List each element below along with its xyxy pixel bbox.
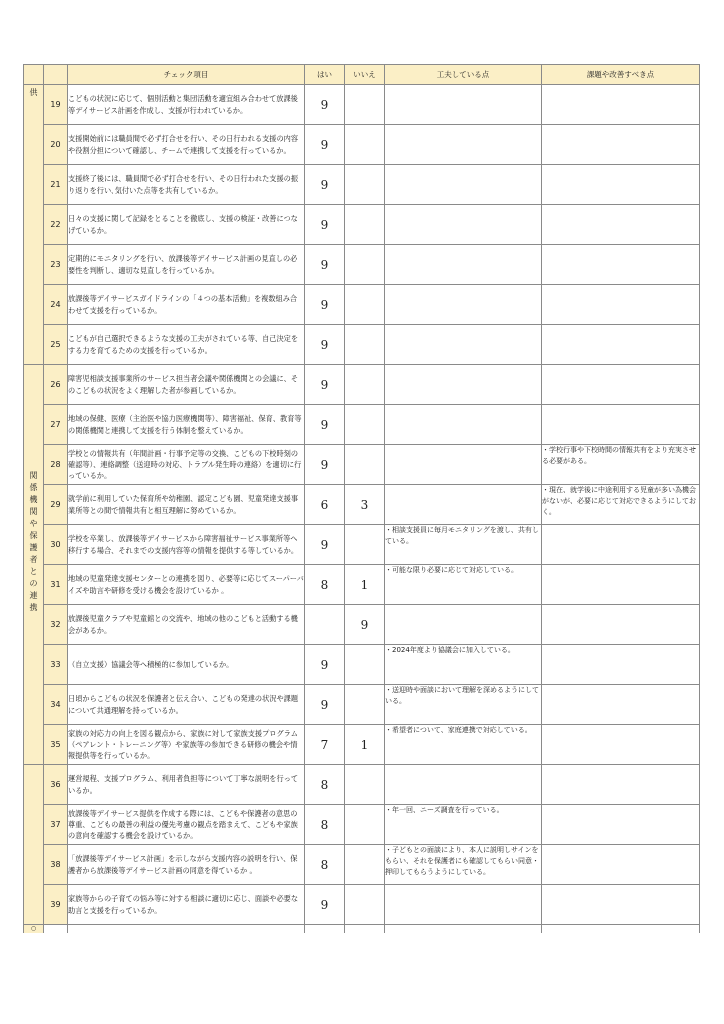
issue-note: [542, 765, 700, 805]
row-number: 31: [44, 565, 68, 605]
header-no: いいえ: [345, 65, 385, 85]
issue-note: [542, 725, 700, 765]
check-item-text: 「放課後等デイサービス計画」を示しながら支援内容の説明を行い、保護者から放課後等デイサービス計画の同意を得ているか 。: [68, 845, 305, 885]
good-point-note: ・相談支援員に毎月モニタリングを渡し、共有している。: [385, 525, 542, 565]
good-point-note: ・年一回、ニーズ調査を行っている。: [385, 805, 542, 845]
row-number: 28: [44, 445, 68, 485]
no-count: [345, 85, 385, 125]
table-row: [24, 685, 700, 725]
good-point-note: [385, 245, 542, 285]
check-item-text: 運営規程、支援プログラム、利用者負担等について丁寧な説明を行っているか。: [68, 765, 305, 805]
good-point-note: [385, 165, 542, 205]
yes-count: 7: [305, 725, 345, 765]
check-item-text: 放課後児童クラブや児童館との交流や、地域の他のこどもと活動する機会があるか。: [68, 605, 305, 645]
header-good-points: 工夫している点: [385, 65, 542, 85]
no-count: [345, 885, 385, 925]
issue-note: [542, 165, 700, 205]
cutoff-cell: [345, 925, 385, 934]
row-number: 36: [44, 765, 68, 805]
section-next: ○: [24, 925, 44, 934]
no-count: [345, 805, 385, 845]
issue-note: [542, 205, 700, 245]
section-label-char: や: [29, 519, 38, 528]
no-count: [345, 365, 385, 405]
issue-note: [542, 565, 700, 605]
table-row: [24, 885, 700, 925]
check-item-text: こどもが自己選択できるような支援の工夫がされている等、自己決定をする力を育てるための支援を行っているか。: [68, 325, 305, 365]
yes-count: 9: [305, 685, 345, 725]
yes-count: 9: [305, 125, 345, 165]
issue-note: [542, 405, 700, 445]
yes-count: 6: [305, 485, 345, 525]
cutoff-cell: [44, 925, 68, 934]
yes-count: [305, 605, 345, 645]
header-issues: 課題や改善すべき点: [542, 65, 700, 85]
row-number: 30: [44, 525, 68, 565]
table-row: [24, 565, 700, 605]
check-item-text: こどもの状況に応じて、個別活動と集団活動を適宜組み合わせて放課後等デイサービス計画を作成し、支援が行われているか。: [68, 85, 305, 125]
table-body: [24, 85, 700, 934]
check-item-text: 定期的にモニタリングを行い、放課後等デイサービス計画の見直しの必要性を判断し、適切な見直しを行っているか。: [68, 245, 305, 285]
section-label-char: 関: [29, 507, 38, 516]
good-point-note: [385, 85, 542, 125]
no-count: [345, 245, 385, 285]
table-row: [24, 85, 700, 125]
table-row: [24, 445, 700, 485]
good-point-note: [385, 885, 542, 925]
row-number: 24: [44, 285, 68, 325]
row-number: 19: [44, 85, 68, 125]
header-blank-2: [44, 65, 68, 85]
check-item-text: 日々の支援に関して記録をとることを徹底し、支援の検証・改善につなげているか。: [68, 205, 305, 245]
no-count: [345, 525, 385, 565]
row-number: 37: [44, 805, 68, 845]
table-row: [24, 325, 700, 365]
yes-count: 8: [305, 845, 345, 885]
no-count: [345, 765, 385, 805]
good-point-note: ・希望者について、家庭連携で対応している。: [385, 725, 542, 765]
cutoff-cell: [68, 925, 305, 934]
table-row: [24, 805, 700, 845]
issue-note: [542, 685, 700, 725]
no-count: [345, 405, 385, 445]
section-explanation-label: [24, 765, 43, 767]
row-number: 33: [44, 645, 68, 685]
section-label-char: と: [29, 567, 38, 576]
issue-note: [542, 125, 700, 165]
check-item-text: 家族の対応力の向上を図る観点から、家族に対して家族支援プログラム（ペアレント・トレーニング等）や家族等の参加できる研修の機会や情報提供等を行っているか。: [68, 725, 305, 765]
header-row: [24, 65, 700, 85]
table-row: [24, 765, 700, 805]
good-point-note: [385, 605, 542, 645]
no-count: 1: [345, 725, 385, 765]
check-item-text: 学校を卒業し、放課後等デイサービスから障害福祉サービス事業所等へ移行する場合、それまでの支援内容等の情報を提供する等しているか。: [68, 525, 305, 565]
good-point-note: [385, 205, 542, 245]
section-label-char: 係: [29, 483, 38, 492]
section-label-char: 保: [29, 531, 38, 540]
good-point-note: [385, 485, 542, 525]
table-row: [24, 365, 700, 405]
row-number: 21: [44, 165, 68, 205]
table-row: [24, 165, 700, 205]
good-point-note: ・可能な限り必要に応じて対応している。: [385, 565, 542, 605]
no-count: 1: [345, 565, 385, 605]
header-check-item: チェック項目: [68, 65, 305, 85]
yes-count: 8: [305, 565, 345, 605]
row-number: 32: [44, 605, 68, 645]
good-point-note: ・2024年度より協議会に加入している。: [385, 645, 542, 685]
section-support-label: 供: [29, 88, 38, 97]
table-row: [24, 525, 700, 565]
issue-note: [542, 365, 700, 405]
good-point-note: ・送迎時や面談において理解を深めるようにしている。: [385, 685, 542, 725]
section-support: [24, 85, 44, 365]
check-item-text: 地域の児童発達支援センターとの連携を図り、必要等に応じてスーパーバイズや助言や研修を受ける機会を設けているか 。: [68, 565, 305, 605]
yes-count: 9: [305, 885, 345, 925]
issue-note: ・現在、就学後に中途利用する児童が多い為機会がないが、必要に応じて対応できるようにしておく。: [542, 485, 700, 525]
good-point-note: [385, 405, 542, 445]
good-point-note: ・子どもとの面談により、本人に説明しサインをもらい、それを保護者にも確認してもらい同意・押印してもらうようにしている。: [385, 845, 542, 885]
table-row: [24, 845, 700, 885]
issue-note: [542, 845, 700, 885]
check-item-text: 障害児相談支援事業所のサービス担当者会議や関係機関との会議に、そのこどもの状況をよく理解した者が参画しているか。: [68, 365, 305, 405]
yes-count: 8: [305, 805, 345, 845]
table-row: [24, 205, 700, 245]
row-number: 39: [44, 885, 68, 925]
no-count: [345, 285, 385, 325]
section-label-char: 者: [29, 555, 38, 564]
section-label-char: 護: [29, 543, 38, 552]
yes-count: 9: [305, 205, 345, 245]
yes-count: 9: [305, 525, 345, 565]
no-count: [345, 645, 385, 685]
yes-count: 9: [305, 85, 345, 125]
issue-note: [542, 885, 700, 925]
no-count: [345, 205, 385, 245]
section-label-char: 関: [29, 471, 38, 480]
section-label-char: 機: [29, 495, 38, 504]
check-item-text: 支援終了後には、職員間で必ず打合せを行い、その日行われた支援の振り返りを行い､気付いた点等を共有しているか。: [68, 165, 305, 205]
check-item-text: 学校との情報共有（年間計画・行事予定等の交換、こどもの下校時刻の確認等）、連絡調整（送迎時の対応、トラブル発生時の連絡）を適切に行っているか。: [68, 445, 305, 485]
no-count: [345, 845, 385, 885]
no-count: [345, 325, 385, 365]
no-count: 3: [345, 485, 385, 525]
issue-note: [542, 605, 700, 645]
check-item-text: 家族等からの子育ての悩み等に対する相談に適切に応じ、面談や必要な助言と支援を行っているか。: [68, 885, 305, 925]
yes-count: 9: [305, 245, 345, 285]
no-count: 9: [345, 605, 385, 645]
check-item-text: 支援開始前には職員間で必ず打合せを行い、その日行われる支援の内容や役割分担について確認し、チームで連携して支援を行っているか。: [68, 125, 305, 165]
row-number: 29: [44, 485, 68, 525]
issue-note: [542, 805, 700, 845]
good-point-note: [385, 125, 542, 165]
row-number: 22: [44, 205, 68, 245]
yes-count: 9: [305, 405, 345, 445]
yes-count: 9: [305, 165, 345, 205]
yes-count: 8: [305, 765, 345, 805]
issue-note: [542, 325, 700, 365]
table-row: [24, 725, 700, 765]
issue-note: [542, 245, 700, 285]
no-count: [345, 165, 385, 205]
table-row: [24, 285, 700, 325]
row-number: 38: [44, 845, 68, 885]
section-label-char: の: [29, 579, 38, 588]
cutoff-cell: [385, 925, 542, 934]
good-point-note: [385, 365, 542, 405]
section-explanation: [24, 765, 44, 925]
yes-count: 9: [305, 285, 345, 325]
issue-note: [542, 285, 700, 325]
good-point-note: [385, 285, 542, 325]
row-number: 35: [44, 725, 68, 765]
table-row: [24, 125, 700, 165]
issue-note: [542, 525, 700, 565]
no-count: [345, 685, 385, 725]
row-number: 34: [44, 685, 68, 725]
good-point-note: [385, 765, 542, 805]
row-number: 20: [44, 125, 68, 165]
cutoff-cell: [305, 925, 345, 934]
table-row: [24, 605, 700, 645]
row-number: 23: [44, 245, 68, 285]
evaluation-sheet: [23, 64, 700, 933]
table-row: [24, 485, 700, 525]
issue-note: [542, 645, 700, 685]
check-item-text: 日頃からこどもの状況を保護者と伝え合い、こどもの発達の状況や課題について共通理解を持っているか。: [68, 685, 305, 725]
table-row: [24, 245, 700, 285]
header-blank-1: [24, 65, 44, 85]
row-number: 26: [44, 365, 68, 405]
table-row-cutoff: [24, 925, 700, 934]
row-number: 27: [44, 405, 68, 445]
no-count: [345, 445, 385, 485]
section-label-char: 携: [29, 603, 38, 612]
section-collaboration-label: [24, 365, 43, 614]
good-point-note: [385, 445, 542, 485]
evaluation-table: [23, 64, 700, 933]
good-point-note: [385, 325, 542, 365]
issue-note: [542, 85, 700, 125]
yes-count: 9: [305, 325, 345, 365]
check-item-text: 放課後等デイサービスガイドラインの「４つの基本活動」を複数組み合わせて支援を行っているか。: [68, 285, 305, 325]
row-number: 25: [44, 325, 68, 365]
section-label-char: 連: [29, 591, 38, 600]
header-yes: はい: [305, 65, 345, 85]
issue-note: ・学校行事や下校時間の情報共有をより充実させる必要がある。: [542, 445, 700, 485]
check-item-text: 放課後等デイサービス提供を作成する際には、こどもや保護者の意思の尊重、こどもの最善の利益の優先考慮の観点を踏まえて、こどもや家族の意向を確認する機会を設けているか。: [68, 805, 305, 845]
no-count: [345, 125, 385, 165]
yes-count: 9: [305, 445, 345, 485]
check-item-text: 地域の保健、医療（主治医や協力医療機関等）、障害福祉、保育、教育等の関係機関と連携して支援を行う体制を整えているか。: [68, 405, 305, 445]
check-item-text: 就学前に利用していた保育所や幼稚園、認定こども園、児童発達支援事業所等との間で情報共有と相互理解に努めているか。: [68, 485, 305, 525]
check-item-text: （自立支援）協議会等へ積極的に参加しているか。: [68, 645, 305, 685]
yes-count: 9: [305, 365, 345, 405]
cutoff-cell: [542, 925, 700, 934]
yes-count: 9: [305, 645, 345, 685]
table-row: [24, 405, 700, 445]
table-row: [24, 645, 700, 685]
section-collaboration: [24, 365, 44, 765]
